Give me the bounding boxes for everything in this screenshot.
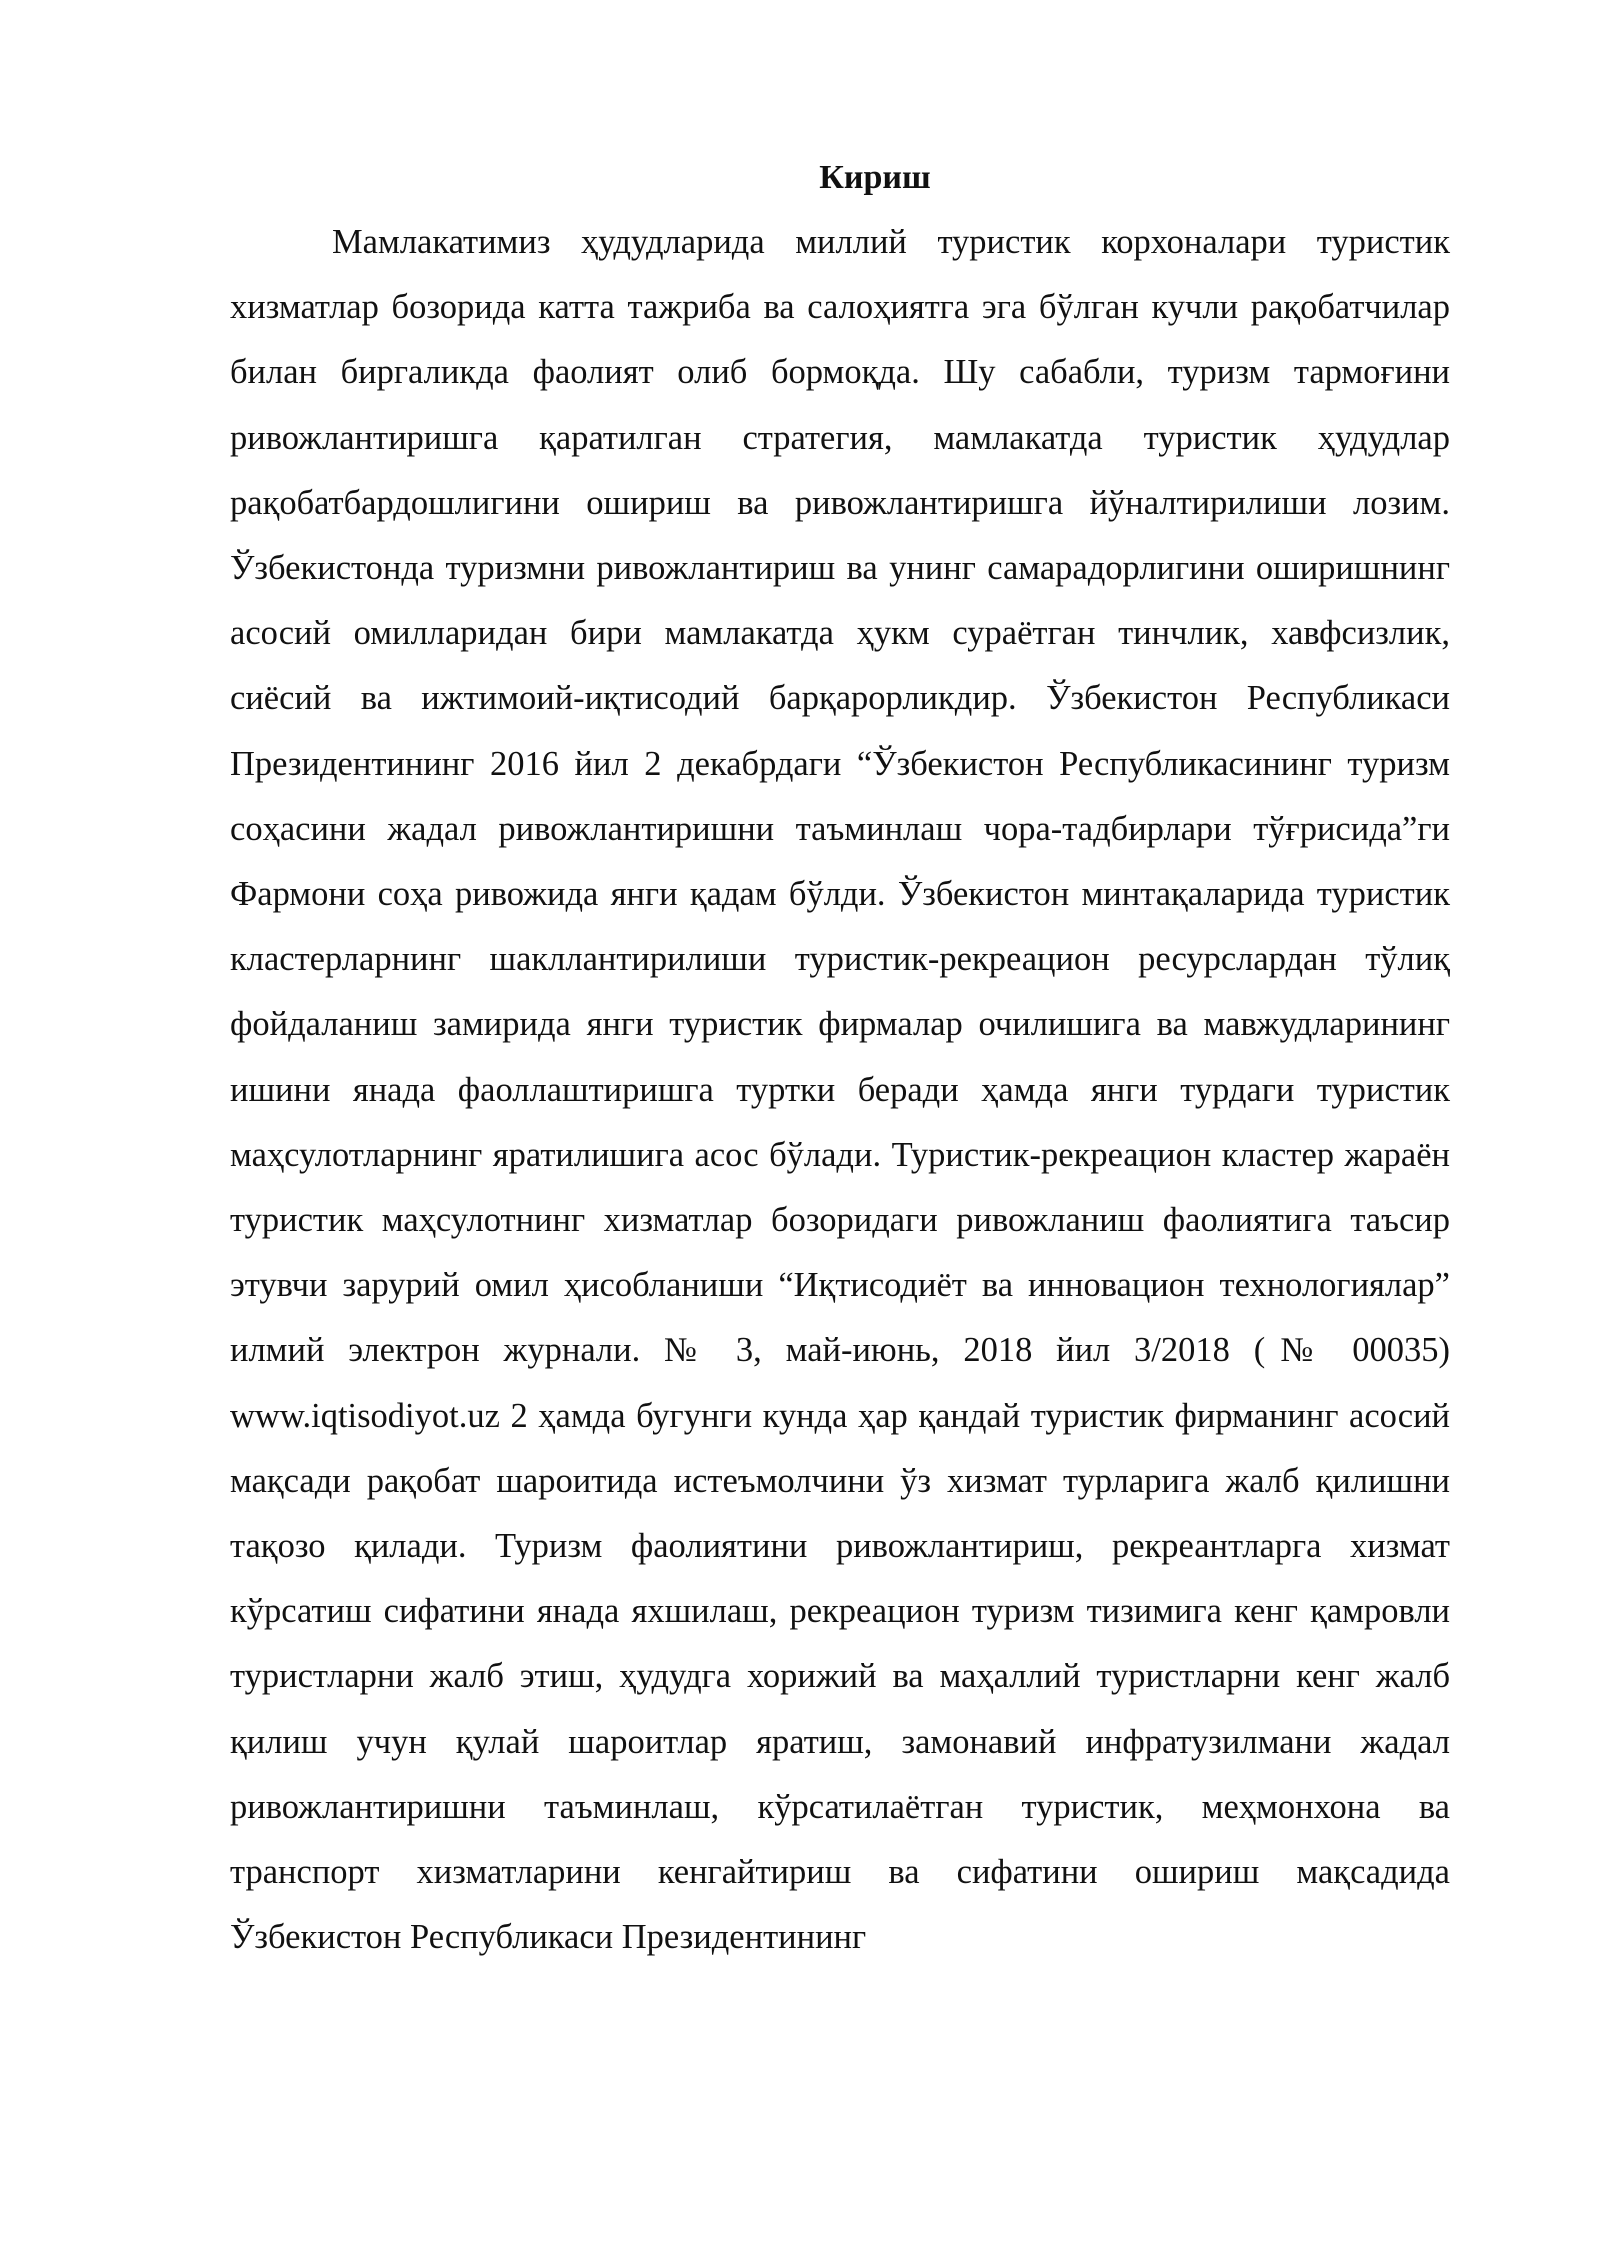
document-title: Кириш [819,159,931,196]
body-paragraph: Мамлакатимиз ҳудудларида миллий туристик корхоналари туристик хизматлар бозорида катта тажриба ва салоҳиятга эга бўлган кучли рақобатчилар билан биргаликда фаолият олиб бормоқда. Шу сабабли, туризм тармоғини ривожлантиришга қаратилган стратегия, мамлакатда туристик ҳудудлар рақобатбардошлигини ошириш ва ривожлантиришга йўналтирилиши лозим. Ўзбекистонда туризмни ривожлантириш ва унинг самарадорлигини оширишнинг асосий омилларидан бири мамлакатда ҳукм сураётган тинчлик, хавфсизлик, сиёсий ва ижтимоий-иқтисодий барқарорликдир. Ўзбекистон Республикаси Президентининг 2016 йил 2 декабрдаги “Ўзбекистон Республикасининг туризм соҳасини жадал ривожлантиришни таъминлаш чора-тадбирлари тўғрисида”ги Фармони соҳа ривожида янги қадам бўлди. Ўзбекистон минтақаларида туристик кластерларнинг шакллантирилиши туристик-рекреацион ресурслардан тўлиқ фойдаланиш замирида янги туристик фирмалар очилишига ва мавжудларининг ишини янада фаоллаштиришга туртки беради ҳамда янги турдаги туристик маҳсулотларнинг яратилишига асос бўлади. Туристик-рекреацион кластер жараён туристик маҳсулотнинг хизматлар бозоридаги ривожланиш фаолиятига таъсир этувчи зарурий омил ҳисобланиши “Иқтисодиёт ва инновацион технологиялар” илмий электрон журнали. № 3, май-июнь, 2018 йил 3/2018 (№ 00035) www.iqtisodiyot.uz 2 ҳамда бугунги кунда ҳар қандай туристик фирманинг асосий мақсади рақобат шароитида истеъмолчини ўз хизмат турларига жалб қилишни тақозо қилади. Туризм фаолиятини ривожлантириш, рекреантларга хизмат кўрсатиш сифатини янада яхшилаш, рекреацион туризм тизимига кенг қамровли туристларни жалб этиш, ҳудудга хорижий ва маҳаллий туристларни кенг жалб қилиш учун қулай шароитлар яратиш, замонавий инфратузилмани жадал ривожлантиришни таъминлаш, кўрсатилаётган туристик, меҳмонхона ва транспорт хизматларини кенгайтириш ва сифатини ошириш мақсадида Ўзбекистон Республикаси Президентининг [230,223,1450,1957]
